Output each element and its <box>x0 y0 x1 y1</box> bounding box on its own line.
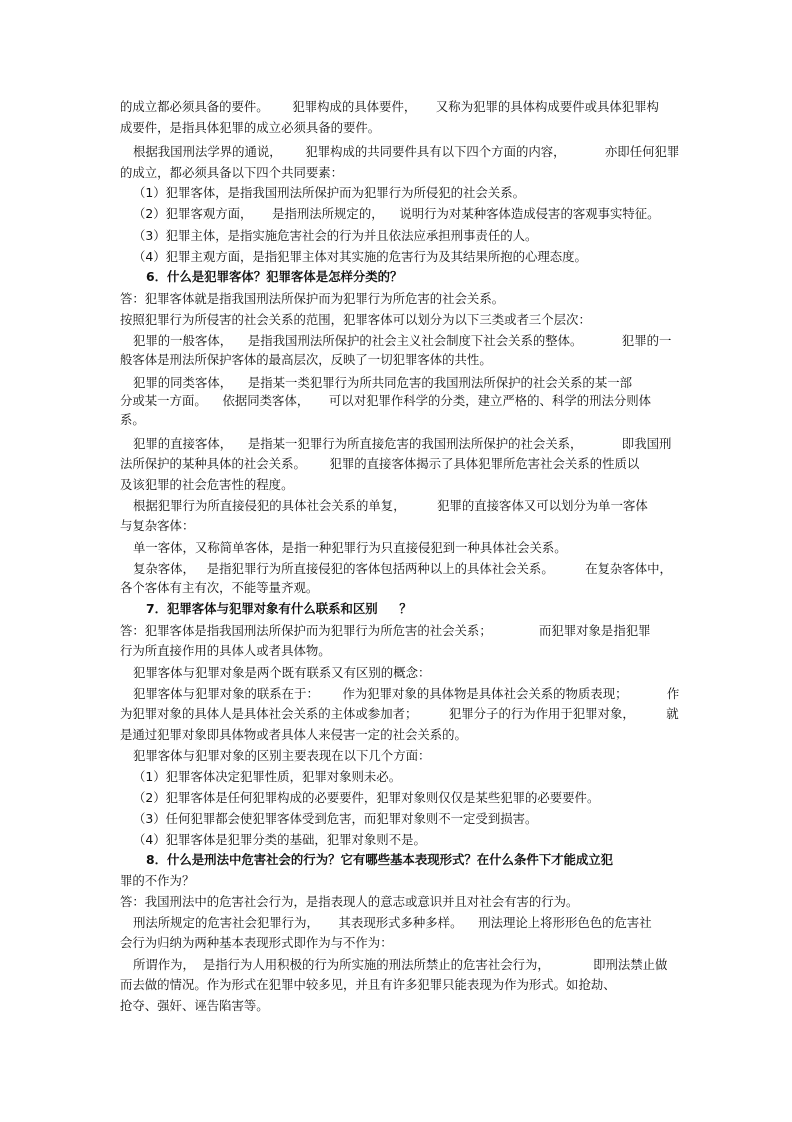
text-line: 法所保护的某种具体的社会关系。 犯罪的直接客体揭示了具体犯罪所危害社会关系的性质以 <box>120 456 640 471</box>
text-line: 而去做的情况。作为形式在犯罪中较多见，并且有许多犯罪只能表现为作为形式。如抢劫、 <box>120 977 616 992</box>
text-line: 答：犯罪客体是指我国刑法所保护而为犯罪行为所危害的社会关系； 而犯罪对象是指犯罪 <box>120 623 651 638</box>
question-heading: 6．什么是犯罪客体？犯罪客体是怎样分类的？ <box>146 269 403 284</box>
text-line: 犯罪客体与犯罪对象的区别主要表现在以下几个方面： <box>133 748 431 763</box>
text-line: 系。 <box>120 412 145 427</box>
text-line: 犯罪客体与犯罪对象的联系在于： 作为犯罪对象的具体物是具体社会关系的物质表现； 作 <box>133 686 680 701</box>
text-line: （4）犯罪主观方面，是指犯罪主体对其实施的危害行为及其结果所抱的心理态度。 <box>133 249 587 264</box>
text-line: 与复杂客体： <box>120 518 195 533</box>
text-line: 罪的不作为？ <box>120 873 195 888</box>
text-line: （3）犯罪主体，是指实施危害社会的行为并且依法应承担刑事责任的人。 <box>133 228 538 243</box>
text-line: 犯罪的同类客体， 是指某一类犯罪行为所共同危害的我国刑法所保护的社会关系的某一部 <box>133 375 632 390</box>
text-line: 犯罪的一般客体， 是指我国刑法所保护的社会主义社会制度下社会关系的整体。 犯罪的一 <box>133 333 672 348</box>
text-line: 答：我国刑法中的危害社会行为，是指表现人的意志或意识并且对社会有害的行为。 <box>120 894 579 909</box>
text-line: 分或某一方面。 依据同类客体， 可以对犯罪作科学的分类，建立严格的、科学的刑法分则体 <box>120 393 652 408</box>
text-line: 刑法所规定的危害社会犯罪行为， 其表现形式多种多样。 刑法理论上将形形色色的危害社 <box>133 915 652 930</box>
text-line: 抢夺、强奸、诬告陷害等。 <box>120 998 269 1013</box>
text-line: 根据犯罪行为所直接侵犯的具体社会关系的单复， 犯罪的直接客体又可以划分为单一客体 <box>133 498 648 513</box>
question-heading: 8．什么是刑法中危害社会的行为？它有哪些基本表现形式？在什么条件下才能成立犯 <box>146 852 614 867</box>
text-line: 所谓作为， 是指行为人用积极的行为所实施的刑法所禁止的危害社会行为， 即刑法禁止做 <box>133 957 668 972</box>
text-line: 答：犯罪客体就是指我国刑法所保护而为犯罪行为所危害的社会关系。 <box>120 291 505 306</box>
text-line: 单一客体，又称简单客体，是指一种犯罪行为只直接侵犯到一种具体社会关系。 <box>133 540 567 555</box>
text-line: 犯罪的直接客体， 是指某一犯罪行为所直接危害的我国刑法所保护的社会关系， 即我国刑 <box>133 436 672 451</box>
question-heading: 7．犯罪客体与犯罪对象有什么联系和区别 ？ <box>146 601 412 616</box>
text-line: 犯罪客体与犯罪对象是两个既有联系又有区别的概念： <box>133 665 431 680</box>
text-line: 各个客体有主有次，不能等量齐观。 <box>120 580 319 595</box>
text-line: 般客体是刑法所保护客体的最高层次，反映了一切犯罪客体的共性。 <box>120 352 492 367</box>
text-line: （3）任何犯罪都会使犯罪客体受到危害，而犯罪对象则不一定受到损害。 <box>133 811 538 826</box>
text-line: 为犯罪对象的具体人是具体社会关系的主体或参加者； 犯罪分子的行为作用于犯罪对象， 就 <box>120 706 679 721</box>
text-line: （1）犯罪客体决定犯罪性质，犯罪对象则未必。 <box>133 769 402 784</box>
text-line: （1）犯罪客体，是指我国刑法所保护而为犯罪行为所侵犯的社会关系。 <box>133 185 525 200</box>
text-line: 会行为归纳为两种基本表现形式即作为与不作为： <box>120 935 393 950</box>
text-line: （2）犯罪客观方面， 是指刑法所规定的， 说明行为对某种客体造成侵害的客观事实特征。 <box>133 206 660 221</box>
text-line: 及该犯罪的社会危害性的程度。 <box>120 477 294 492</box>
text-line: 按照犯罪行为所侵害的社会关系的范围，犯罪客体可以划分为以下三类或者三个层次： <box>120 312 591 327</box>
text-line: 是通过犯罪对象即具体物或者具体人来侵害一定的社会关系的。 <box>120 727 467 742</box>
text-line: 复杂客体， 是指犯罪行为所直接侵犯的客体包括两种以上的具体社会关系。 在复杂客体中， <box>133 561 672 576</box>
text-line: 根据我国刑法学界的通说， 犯罪构成的共同要件具有以下四个方面的内容， 亦即任何犯罪 <box>133 144 680 159</box>
text-line: 行为所直接作用的具体人或者具体物。 <box>120 643 331 658</box>
text-line: 的成立，都必须具备以下四个共同要素： <box>120 165 344 180</box>
text-line: 成要件，是指具体犯罪的成立必须具备的要件。 <box>120 120 381 135</box>
text-line: （4）犯罪客体是犯罪分类的基础，犯罪对象则不是。 <box>133 832 426 847</box>
text-line: （2）犯罪客体是任何犯罪构成的必要要件，犯罪对象则仅仅是某些犯罪的必要要件。 <box>133 790 600 805</box>
text-line: 的成立都必须具备的要件。 犯罪构成的具体要件， 又称为犯罪的具体构成要件或具体犯罪构 <box>120 99 659 114</box>
